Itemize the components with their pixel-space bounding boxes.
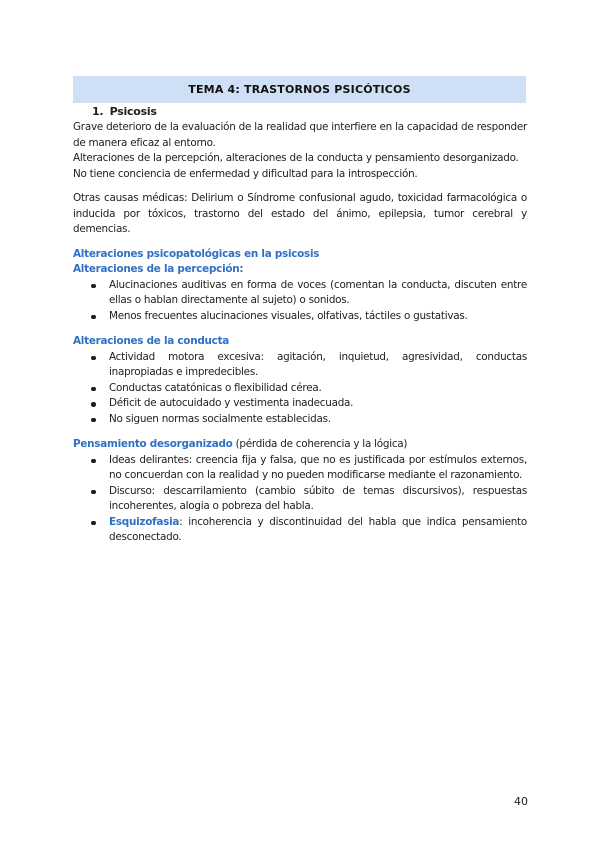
section-number: 1. (92, 105, 104, 118)
list-item: Conductas catatónicas o flexibilidad cérea. (73, 381, 527, 397)
thought-heading-note: (pérdida de coherencia y la lógica) (232, 438, 408, 450)
page-title-text: TEMA 4: TRASTORNOS PSICÓTICOS (188, 83, 411, 96)
page-number: 40 (514, 795, 528, 808)
subsection-heading-perception: Alteraciones de la percepción: (73, 263, 244, 275)
list-item: Alucinaciones auditivas en forma de voces (comentan la conducta, discuten entre ellas o hablan directamente al sujeto) o sonidos. (73, 278, 527, 309)
esquizofasia-term: Esquizofasia (109, 515, 180, 528)
perception-list (73, 278, 527, 325)
thought-heading-term: Pensamiento desorganizado (73, 438, 233, 450)
section-heading-psicosis (92, 104, 527, 120)
page-title (73, 76, 526, 103)
list-item: Déficit de autocuidado y vestimenta inadecuada. (73, 396, 527, 412)
list-item: No siguen normas socialmente establecidas. (73, 412, 527, 428)
paragraph-definition: Grave deterioro de la evaluación de la realidad que interfiere en la capacidad de responder de manera eficaz al entorno. (73, 121, 527, 149)
paragraph-other-causes: Otras causas médicas: Delirium o Síndrome confusional agudo, toxicidad farmacológica o inducida por tóxicos, trastorno del estado del ánimo, epilepsia, tumor cerebral y demencias. (73, 192, 527, 235)
paragraph-alterations: Alteraciones de la percepción, alteraciones de la conducta y pensamiento desorganizado. (73, 152, 519, 164)
list-item: Actividad motora excesiva: agitación, inquietud, agresividad, conductas inapropiadas e impredecibles. (73, 350, 527, 381)
esquizofasia-text: : incoherencia y discontinuidad del habla que indica pensamiento desconectado. (109, 515, 527, 543)
thought-list (73, 453, 527, 546)
list-item: Ideas delirantes: creencia fija y falsa, que no es justificada por estímulos externos, no concuerdan con la realidad y no pueden modificarse mediante el razonamiento. (73, 453, 527, 484)
subsection-heading-alterations: Alteraciones psicopatológicas en la psicosis (73, 247, 320, 260)
list-item: Menos frecuentes alucinaciones visuales, olfativas, táctiles o gustativas. (73, 309, 527, 325)
document-body (73, 104, 527, 546)
paragraph-insight: No tiene conciencia de enfermedad y dificultad para la introspección. (73, 167, 418, 180)
conduct-list (73, 350, 527, 428)
subsection-heading-thought (73, 437, 527, 453)
section-heading-text: Psicosis (109, 105, 157, 118)
list-item: Discurso: descarrilamiento (cambio súbito de temas discursivos), respuestas incoherentes, alogia o pobreza del habla. (73, 484, 527, 515)
subsection-heading-conduct: Alteraciones de la conducta (73, 335, 230, 347)
list-item (73, 515, 527, 546)
